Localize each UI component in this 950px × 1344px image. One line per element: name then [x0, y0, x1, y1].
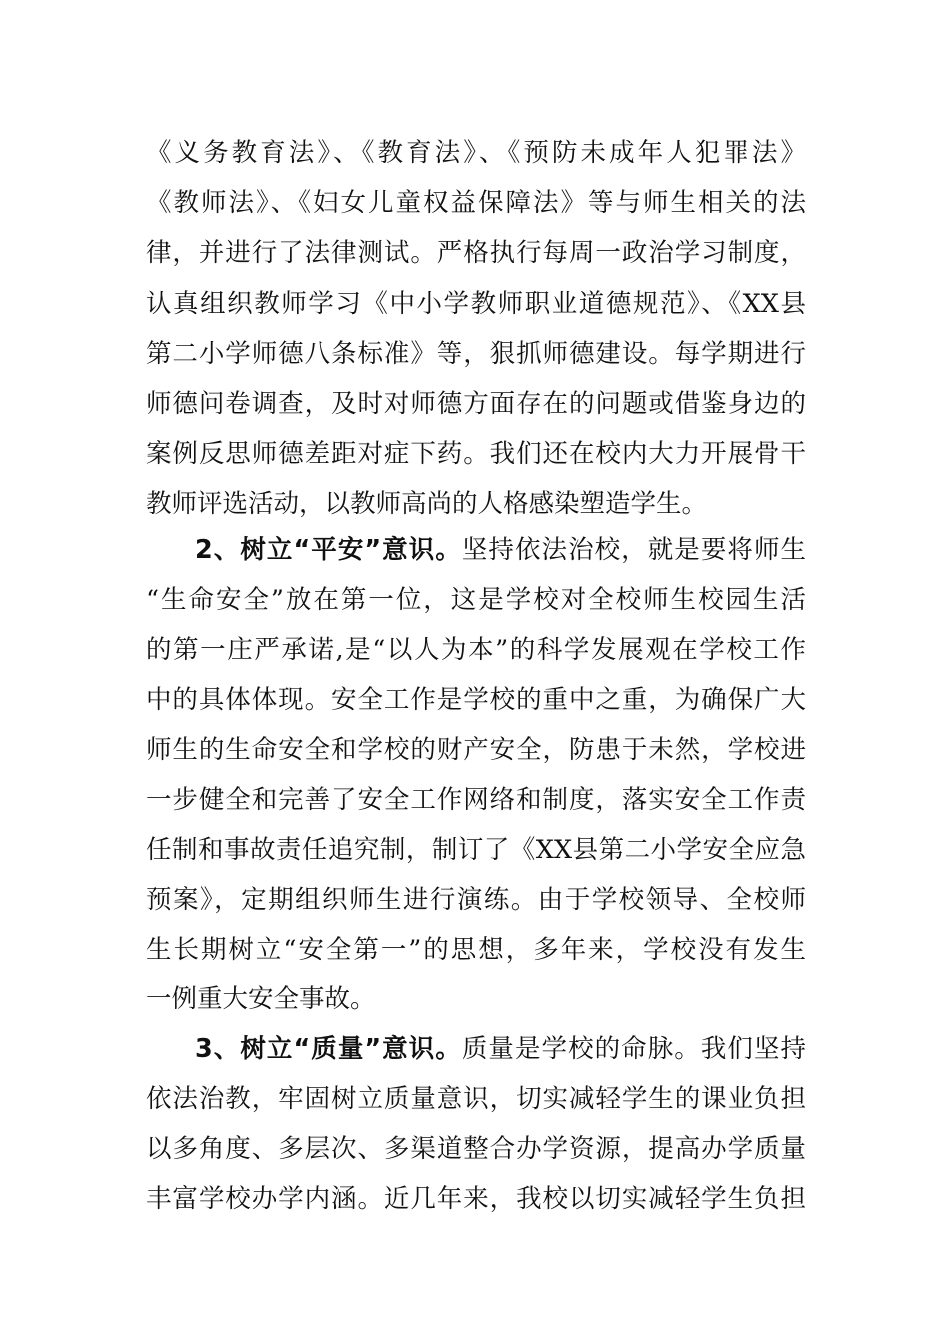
paragraph-line: 《义务教育法》、《教育法》、《预防未成年人犯罪法》 [146, 138, 806, 168]
paragraph-line: 《教师法》、《妇女儿童权益保障法》等与师生相关的法 [146, 188, 806, 218]
paragraph-line: 一例重大安全事故。 [146, 984, 376, 1014]
paragraph-line: 师生的生命安全和学校的财产安全，防患于未然，学校进 [146, 735, 806, 765]
paragraph-line: 预案》，定期组织师生进行演练。由于学校领导、全校师 [146, 885, 806, 915]
paragraph-line: 的第一庄严承诺,是“以人为本”的科学发展观在学校工作 [146, 635, 806, 665]
section-2-first-line [195, 525, 806, 575]
paragraph-line: 以多角度、多层次、多渠道整合办学资源，提高办学质量 [146, 1134, 806, 1164]
paragraph-line: 认真组织教师学习《中小学教师职业道德规范》、《XX县 [146, 289, 806, 319]
paragraph-line: 生长期树立“安全第一”的思想，多年来，学校没有发生 [146, 935, 806, 965]
section-3-heading: 3、树立“质量”意识。 [195, 1034, 462, 1064]
section-3-first-line-text: 质量是学校的命脉。我们坚持 [461, 1034, 806, 1064]
paragraph-line: 师德问卷调查，及时对师德方面存在的问题或借鉴身边的 [146, 389, 806, 419]
paragraph-line: 任制和事故责任追究制，制订了《XX县第二小学安全应急 [146, 835, 806, 865]
paragraph-line: 一步健全和完善了安全工作网络和制度，落实安全工作责 [146, 785, 806, 815]
paragraph-line: 中的具体体现。安全工作是学校的重中之重，为确保广大 [146, 685, 806, 715]
paragraph-line: 律，并进行了法律测试。严格执行每周一政治学习制度， [146, 238, 806, 268]
paragraph-line: 第二小学师德八条标准》等，狠抓师德建设。每学期进行 [146, 339, 806, 369]
paragraph-line: 依法治教，牢固树立质量意识，切实减轻学生的课业负担 [146, 1084, 806, 1114]
paragraph-line: 丰富学校办学内涵。近几年来，我校以切实减轻学生负担 [146, 1184, 806, 1214]
paragraph-line: 案例反思师德差距对症下药。我们还在校内大力开展骨干 [146, 439, 806, 469]
section-3-first-line [195, 1024, 806, 1074]
paragraph-line: 教师评选活动，以教师高尚的人格感染塑造学生。 [146, 489, 708, 519]
section-2-heading: 2、树立“平安”意识。 [195, 535, 462, 565]
paragraph-line: “生命安全”放在第一位，这是学校对全校师生校园生活 [146, 585, 806, 615]
section-2-first-line-text: 坚持依法治校，就是要将师生 [461, 535, 806, 565]
